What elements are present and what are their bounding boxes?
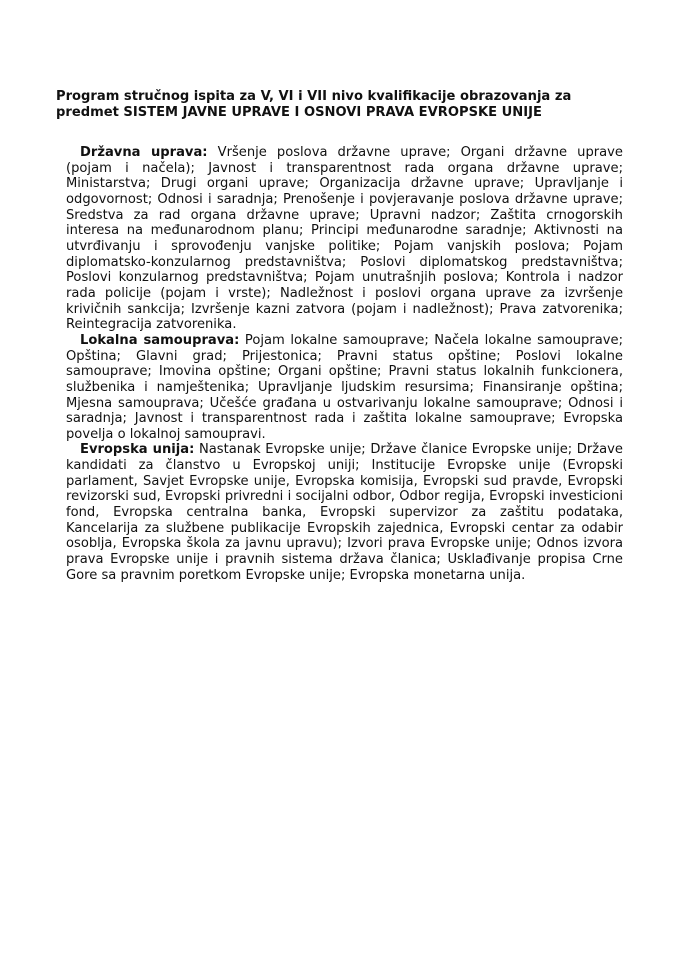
document-title bbox=[56, 89, 623, 121]
section-drzavna-uprava bbox=[66, 145, 623, 333]
section-text: Pojam lokalne samouprave; Načela lokalne samouprave; Opština; Glavni grad; Prijestonica; Pravni status opštine; Poslovi lokalne samouprave; Imovina opštine; Organi opštine; Pravni status lokalnih funkcionera, službenika i namještenika; Upravljanje ljudskim resursima; Finansiranje opština; Mjesna samouprava; Učešće građana u ostvarivanju lokalne samouprave; Odnosi i saradnja; Javnost i transparentnost rada i zaštita lokalne samouprave; Evropska povelja o lokalnoj samoupravi. bbox=[66, 332, 623, 442]
section-lokalna-samouprava bbox=[66, 333, 623, 443]
section-heading: Evropska unija: bbox=[80, 442, 195, 458]
title-line-1: Program stručnog ispita za V, VI i VII nivo kvalifikacije obrazovanja za bbox=[56, 89, 572, 104]
title-line-2: predmet SISTEM JAVNE UPRAVE I OSNOVI PRAVA EVROPSKE UNIJE bbox=[56, 105, 542, 120]
section-heading: Državna uprava: bbox=[80, 145, 208, 160]
document-body bbox=[66, 145, 623, 583]
section-text: Nastanak Evropske unije; Države članice Evropske unije; Države kandidati za članstvo u Evropskoj uniji; Institucije Evropske unije (Evropski parlament, Savjet Evropske unije, Evropska komisija, Evropski sud pravde, Evropski revizorski sud, Evropski privredni i socijalni odbor, Odbor regija, Evropski investicioni fond, Evropska centralna banka, Evropski supervizor za zaštitu podataka, Kancelarija za službene publikacije Evropskih zajednica, Evropski centar za odabir osoblja, Evropska škola za javnu upravu); Izvori prava Evropske unije; Odnos izvora prava Evropske unije i pravnih sistema država članica; Usklađivanje propisa Crne Gore sa pravnim poretkom Evropske unije; Evropska monetarna unija. bbox=[66, 442, 623, 583]
section-evropska-unija bbox=[66, 442, 623, 583]
section-heading: Lokalna samouprava: bbox=[80, 332, 240, 348]
section-text: Vršenje poslova državne uprave; Organi državne uprave (pojam i načela); Javnost i transparentnost rada organa državne uprave; Ministarstva; Drugi organi uprave; Organizacija državne uprave; Upravljanje i odgovornost; Odnosi i saradnja; Prenošenje i povjeravanje poslova državne uprave; Sredstva za rad organa državne uprave; Upravni nadzor; Zaštita crnogorskih interesa na međunarodnom planu; Principi međunarodne saradnje; Aktivnosti na utvrđivanju i sprovođenju vanjske politike; Pojam vanjskih poslova; Pojam diplomatsko-konzularnog predstavništva; Poslovi diplomatskog predstavništva; Poslovi konzularnog predstavništva; Pojam unutrašnjih poslova; Kontrola i nadzor rada policije (pojam i vrste); Nadležnost i poslovi organa uprave za izvršenje krivičnih sankcija; Izvršenje kazni zatvora (pojam i nadležnost); Prava zatvorenika; Reintegracija zatvorenika. bbox=[66, 145, 623, 333]
